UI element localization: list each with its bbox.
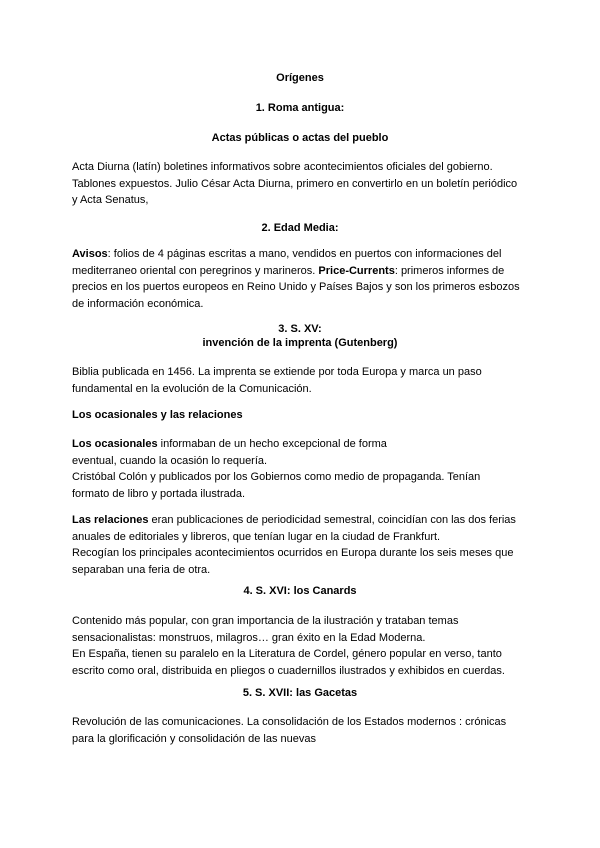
paragraph-line bbox=[72, 512, 532, 529]
ocasionales-paragraph bbox=[72, 436, 532, 502]
paragraph-line bbox=[72, 436, 532, 453]
ocasionales-term: Los ocasionales bbox=[72, 438, 158, 450]
paragraph-line: y Acta Senatus, bbox=[72, 194, 149, 206]
paragraph-line: de información económica. bbox=[72, 297, 204, 310]
paragraph-line bbox=[72, 246, 532, 263]
text-run: eran publicaciones de periodicidad semestral, coincidían con las dos ferias bbox=[148, 514, 516, 526]
relaciones-term: Las relaciones bbox=[72, 514, 149, 526]
section-4-heading: 4. S. XVI: los Canards bbox=[243, 585, 357, 597]
section-3-paragraph bbox=[72, 364, 532, 397]
paragraph-line: separaban una feria de otra. bbox=[72, 563, 211, 576]
relaciones-paragraph bbox=[72, 512, 532, 578]
ocasionales-heading: Los ocasionales y las relaciones bbox=[72, 409, 243, 421]
text-run: mediterraneo oriental con peregrinos y marineros. bbox=[72, 264, 319, 277]
paragraph-line: formato de libro y portada ilustrada. bbox=[72, 487, 246, 500]
paragraph-line: precios en los puertos europeos en Reino Unido y Países Bajos y son los primeros esbozos bbox=[72, 281, 520, 293]
section-2-paragraph bbox=[72, 246, 532, 312]
paragraph-line: Revolución de las comunicaciones. La consolidación de los Estados modernos : crónicas bbox=[72, 716, 507, 728]
document-title: Orígenes bbox=[276, 72, 324, 84]
price-currents-term: Price-Currents bbox=[318, 264, 395, 277]
section-1-heading: 1. Roma antigua: bbox=[255, 102, 345, 114]
avisos-term: Avisos bbox=[72, 248, 108, 260]
paragraph-line: Recogían los principales acontecimientos ocurridos en Europa durante los seis meses que bbox=[72, 547, 514, 559]
section-3-subheading: invención de la imprenta (Gutenberg) bbox=[202, 337, 398, 349]
text-run: informaban de un hecho excepcional de forma bbox=[157, 438, 387, 450]
section-3-heading: 3. S. XV: bbox=[278, 323, 322, 335]
paragraph-line: anuales de editoriales y libreros, que tenían lugar en la ciudad de Frankfurt. bbox=[72, 530, 441, 543]
paragraph-line: Biblia publicada en 1456. La imprenta se extiende por toda Europa y marca un paso bbox=[72, 366, 482, 378]
section-1-paragraph bbox=[72, 159, 532, 209]
paragraph-line: Contenido más popular, con gran importancia de la ilustración y trataban temas bbox=[72, 615, 459, 627]
section-1-subheading: Actas públicas o actas del pueblo bbox=[211, 132, 389, 144]
paragraph-line: Cristóbal Colón y publicados por los Gobiernos como medio de propaganda. Tenían bbox=[72, 471, 481, 483]
paragraph-line: En España, tienen su paralelo en la Literatura de Cordel, género popular en verso, tanto bbox=[72, 648, 502, 660]
paragraph-line: escrito como oral, distribuida en pliegos o cuadernillos ilustrados y exhibidos en cuerdas. bbox=[72, 664, 505, 677]
paragraph-line: fundamental en la evolución de la Comunicación. bbox=[72, 382, 312, 395]
paragraph-line: eventual, cuando la ocasión lo requería. bbox=[72, 454, 268, 467]
section-5-paragraph bbox=[72, 714, 532, 747]
paragraph-line: para la glorificación y consolidación de las nuevas bbox=[72, 732, 316, 745]
text-run: : primeros informes de bbox=[394, 264, 505, 277]
paragraph-line bbox=[72, 263, 532, 280]
section-5-heading: 5. S. XVII: las Gacetas bbox=[242, 687, 358, 699]
text-run: : folios de 4 páginas escritas a mano, vendidos en puertos con informaciones del bbox=[107, 248, 502, 260]
paragraph-line: Tablones expuestos. Julio César Acta Diurna, primero en convertirlo en un boletín periódico bbox=[72, 177, 518, 190]
section-2-heading: 2. Edad Media: bbox=[261, 222, 339, 234]
paragraph-line: Acta Diurna (latín) boletines informativos sobre acontecimientos oficiales del gobierno. bbox=[72, 161, 493, 173]
section-4-paragraph bbox=[72, 613, 532, 679]
paragraph-line: sensacionalistas: monstruos, milagros… gran éxito en la Edad Moderna. bbox=[72, 631, 426, 644]
